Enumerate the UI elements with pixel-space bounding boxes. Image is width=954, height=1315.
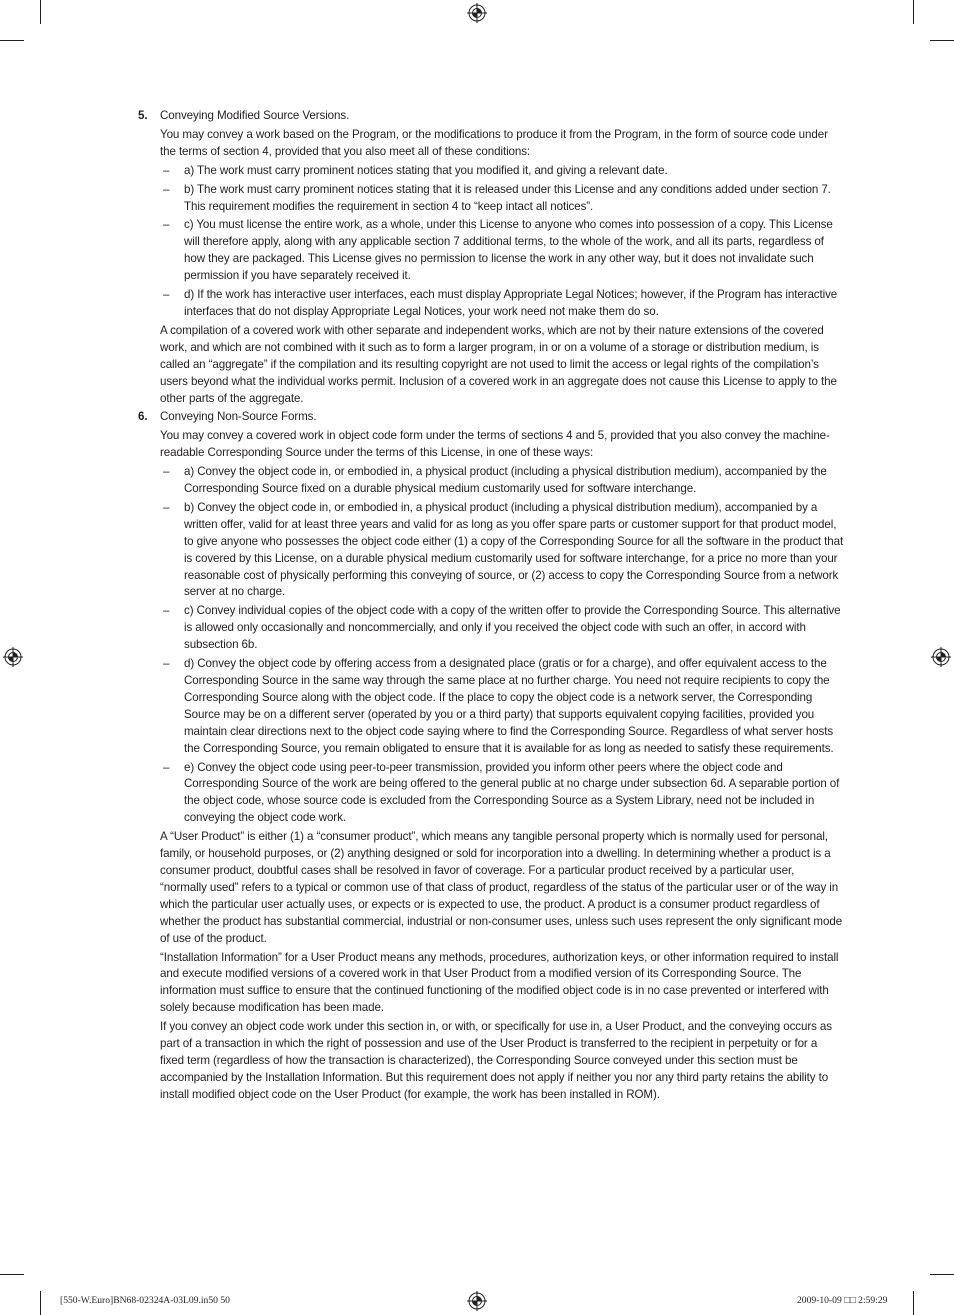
list-item-text: c) You must license the entire work, as a whole, under this License to anyone who comes into possession of a copy. This License will therefore apply, along with any applicable section 7 additional terms, to the whole of the work, and all its parts, regardless of how they are packaged. This License gives no permission to license the work in any other way, but it does not invalidate such permission if you have separately received it. xyxy=(184,218,833,283)
list-item xyxy=(160,760,844,828)
list-dash: – xyxy=(163,500,170,514)
crop-mark-bottom-left-horizontal xyxy=(0,1274,24,1275)
list-item-text: e) Convey the object code using peer-to-peer transmission, provided you inform other peers where the object code and Corresponding Source of the work are being offered to the general public at no charge under subsection 6d. A separable portion of the object code, whose source code is excluded from the Corresponding Source as a System Library, need not be included in conveying the object code work. xyxy=(184,760,840,825)
crop-mark-top-left-horizontal xyxy=(0,40,24,41)
method-list xyxy=(160,464,844,827)
list-dash: – xyxy=(163,163,170,177)
section-5 xyxy=(137,108,844,407)
list-item xyxy=(160,287,844,321)
crop-mark-top-right-vertical xyxy=(913,0,914,24)
list-dash: – xyxy=(163,657,170,671)
list-item-text: a) Convey the object code in, or embodied in, a physical product (including a physical distribution medium), accompanied by the Corresponding Source fixed on a durable physical medium customarily used for software interchange. xyxy=(184,465,827,496)
list-dash: – xyxy=(163,288,170,302)
section-intro: You may convey a work based on the Program, or the modifications to produce it from the Program, in the form of source code under the terms of section 4, provided that you also meet all of these conditions: xyxy=(160,127,828,158)
list-item-text: d) Convey the object code by offering access from a designated place (gratis or for a charge), and offer equivalent access to the Corresponding Source in the same way through the same place at no further charge. You need not require recipients to copy the Corresponding Source along with the object code. If the place to copy the object code is a network server, the Corresponding Source may be on a different server (operated by you or a third party) that supports equivalent copying facilities, provided you maintain clear directions next to the object code saying where to find the Corresponding Source. Regardless of what server hosts the Corresponding Source, you remain obligated to ensure that it is available for as long as needed to satisfy these requirements. xyxy=(184,657,834,755)
footer-file-info: [550-W.Euro]BN68-02324A-03L09.in50 50 xyxy=(60,1295,230,1306)
condition-list xyxy=(160,163,844,321)
list-item xyxy=(160,500,844,601)
registration-mark-icon xyxy=(467,3,487,23)
section-number: 5. xyxy=(138,109,148,122)
registration-mark-icon xyxy=(467,1291,487,1311)
list-dash: – xyxy=(163,465,170,479)
list-item xyxy=(160,464,844,498)
list-dash: – xyxy=(163,218,170,232)
list-dash: – xyxy=(163,760,170,774)
crop-mark-top-right-horizontal xyxy=(930,40,954,41)
crop-mark-bottom-left-vertical xyxy=(40,1291,41,1315)
list-item-text: d) If the work has interactive user interfaces, each must display Appropriate Legal Notices; however, if the Program has interactive interfaces that do not display Appropriate Legal Notices, your work need not make them do so. xyxy=(184,288,838,318)
list-item-text: b) Convey the object code in, or embodied in, a physical product (including a physical distribution medium), accompanied by a written offer, valid for at least three years and valid for as long as you offer spare parts or customer support for that product model, to give anyone who possesses the object code either (1) a copy of the Corresponding Source for all the software in the product that is covered by this License, on a durable physical medium customarily used for software interchange, for a price no more than your reasonable cost of physically performing this conveying of source, or (2) access to copy the Corresponding Source from a network server at no charge. xyxy=(184,500,844,599)
list-item xyxy=(160,217,844,285)
registration-mark-icon xyxy=(931,647,951,667)
section-number: 6. xyxy=(138,410,148,424)
crop-mark-bottom-right-vertical xyxy=(913,1291,914,1315)
paragraph: If you convey an object code work under this section in, or with, or specifically for use in, a User Product, and the conveying occurs as part of a transaction in which the right of possession and use of the User Product is transferred to the recipient in perpetuity or for a fixed term (regardless of how the transaction is characterized), the Corresponding Source conveyed under this section must be accompanied by the Installation Information. But this requirement does not apply if neither you nor any third party retains the ability to install modified object code on the User Product (for example, the work has been installed in ROM). xyxy=(160,1020,832,1101)
list-item xyxy=(160,163,844,180)
paragraph: A compilation of a covered work with other separate and independent works, which are not by their nature extensions of the covered work, and which are not combined with it such as to form a larger program, in or on a volume of a storage or distribution medium, is called an “aggregate” if the compilation and its resulting copyright are not used to limit the access or legal rights of the compilation’s users beyond what the individual works permit. Inclusion of a covered work in an aggregate does not cause this License to apply to the other parts of the aggregate. xyxy=(160,323,837,405)
document-body xyxy=(137,108,844,1106)
section-title: Conveying Non-Source Forms. xyxy=(160,410,317,424)
crop-mark-top-left-vertical xyxy=(40,0,41,24)
list-item xyxy=(160,656,844,757)
paragraph: “Installation Information” for a User Product means any methods, procedures, authorization keys, or other information required to install and execute modified versions of a covered work in that User Product from a modified version of its Corresponding Source. The information must suffice to ensure that the continued functioning of the modified object code is in no case prevented or interfered with solely because modification has been made. xyxy=(160,950,839,1015)
section-title: Conveying Modified Source Versions. xyxy=(160,109,350,122)
list-item xyxy=(160,603,844,654)
list-dash: – xyxy=(163,604,170,618)
list-item-text: c) Convey individual copies of the object code with a copy of the written offer to provide the Corresponding Source. This alternative is allowed only occasionally and noncommercially, and only if you received the object code with such an offer, in accord with subsection 6b. xyxy=(184,604,841,652)
list-dash: – xyxy=(163,182,170,196)
section-intro: You may convey a covered work in object code form under the terms of sections 4 and 5, provided that you also convey the machine-readable Corresponding Source under the terms of this License, in one of these ways: xyxy=(160,429,830,460)
section-6 xyxy=(137,409,844,1103)
list-item-text: a) The work must carry prominent notices stating that you modified it, and giving a relevant date. xyxy=(184,163,668,177)
list-item-text: b) The work must carry prominent notices stating that it is released under this License and any conditions added under section 7. This requirement modifies the requirement in section 4 to “keep intact all notices”. xyxy=(184,182,831,213)
registration-mark-icon xyxy=(3,647,23,667)
paragraph: A “User Product” is either (1) a “consumer product”, which means any tangible personal property which is normally used for personal, family, or household purposes, or (2) anything designed or sold for incorporation into a dwelling. In determining whether a product is a consumer product, doubtful cases shall be resolved in favor of coverage. For a particular product received by a particular user, “normally used” refers to a typical or common use of that class of product, regardless of the status of the particular user or of the way in which the particular user actually uses, or expects or is expected to use, the product. A product is a consumer product regardless of whether the product has substantial commercial, industrial or non-consumer uses, unless such uses represent the only significant mode of use of the product. xyxy=(160,830,843,945)
footer-timestamp: 2009-10-09 □□ 2:59:29 xyxy=(797,1295,888,1306)
list-item xyxy=(160,182,844,216)
crop-mark-bottom-right-horizontal xyxy=(930,1274,954,1275)
